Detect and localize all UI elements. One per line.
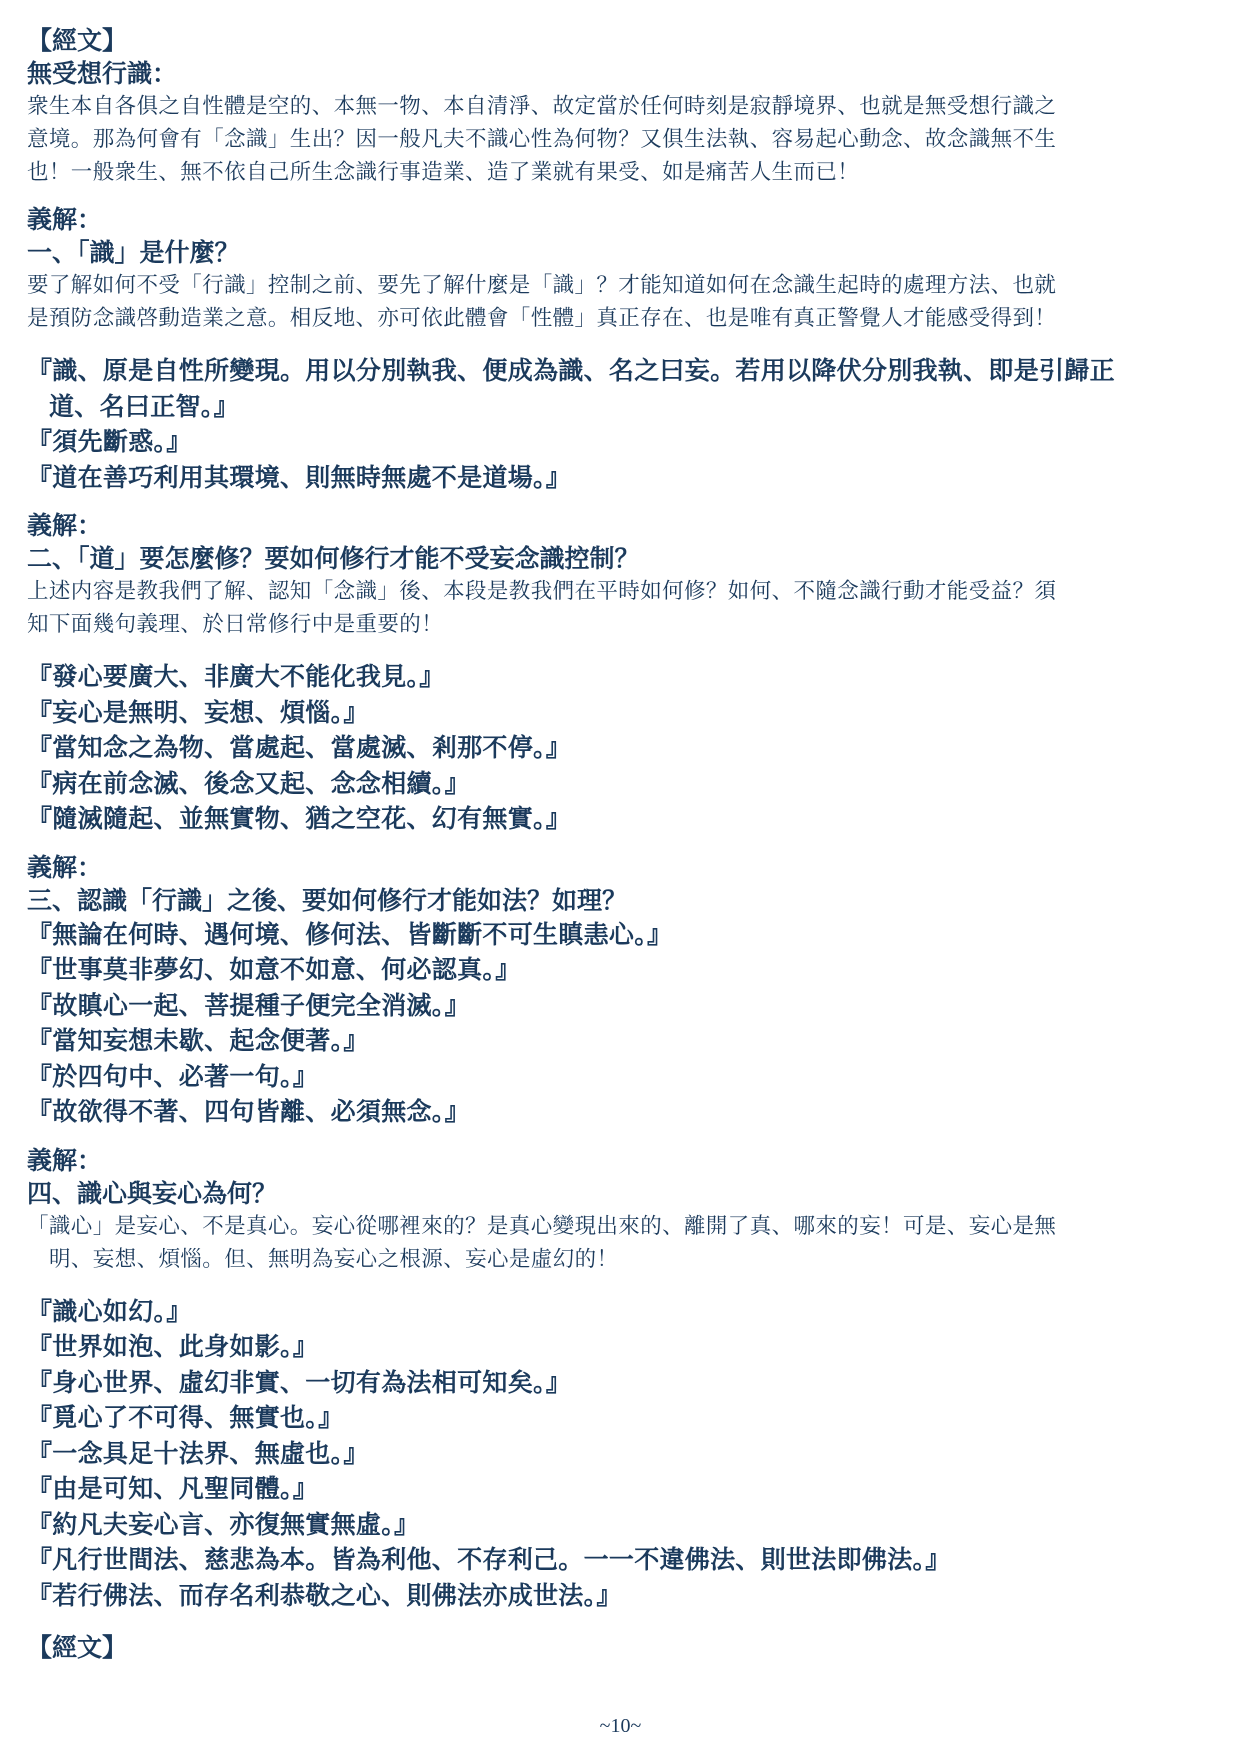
quote-line: 『覓心了不可得、無實也。』 xyxy=(27,1403,344,1432)
quote-line: 『故欲得不著、四句皆離、必須無念。』 xyxy=(27,1097,470,1126)
body-line: 意境。那為何會有「念識」生出？因一般凡夫不識心性為何物？又俱生法執、容易起心動念、故念識無不生 xyxy=(27,127,1057,152)
quote-line: 『世界如泡、此身如影。』 xyxy=(27,1332,319,1361)
quote-line: 『須先斷惑。』 xyxy=(27,427,192,456)
quote-line: 『故瞋心一起、菩提種子便完全消滅。』 xyxy=(27,990,470,1020)
sutra-label: 【經文】 xyxy=(27,1633,128,1662)
quote-line: 『世事莫非夢幻、如意不如意、何必認真。』 xyxy=(27,955,521,984)
body-line: 上述内容是教我們了解、認知「念識」後、本段是教我們在平時如何修？如何、不隨念識行動才能受益？須 xyxy=(27,579,1057,604)
quote-line: 『當知念之為物、當處起、當處滅、剎那不停。』 xyxy=(27,733,572,762)
body-line: 衆生本自各俱之自性體是空的、本無一物、本自清淨、故定當於任何時刻是寂靜境界、也就是無受想行識之 xyxy=(27,94,1057,119)
quote-line: 道、名曰正智。』 xyxy=(49,391,239,421)
quote-line: 『約凡夫妄心言、亦復無實無虛。』 xyxy=(27,1509,420,1539)
commentary-label: 義解： xyxy=(27,205,103,234)
quote-line: 『發心要廣大、非廣大不能化我見。』 xyxy=(27,662,445,691)
commentary-label: 義解： xyxy=(27,511,103,540)
quote-line: 『身心世界、虛幻非實、一切有為法相可知矣。』 xyxy=(27,1367,572,1397)
section-title: 二、「道」要怎麼修？要如何修行才能不受妄念識控制？ xyxy=(27,544,640,573)
quote-line: 『隨滅隨起、並無實物、猶之空花、幻有無實。』 xyxy=(27,804,572,833)
page-number: ~10~ xyxy=(599,1715,642,1737)
body-line: 要了解如何不受「行識」控制之前、要先了解什麼是「識」？才能知道如何在念識生起時的處理方法、也就 xyxy=(27,273,1057,298)
quote-line: 『由是可知、凡聖同體。』 xyxy=(27,1474,319,1503)
quote-line: 『當知妄想未歇、起念便著。』 xyxy=(27,1026,369,1055)
quote-line: 『病在前念滅、後念又起、念念相續。』 xyxy=(27,768,470,798)
section-title: 四、識心與妄心為何？ xyxy=(27,1178,278,1208)
quote-line: 『識、原是自性所變現。用以分別執我、便成為識、名之曰妄。若用以降伏分別我執、即是引歸正 xyxy=(27,356,1115,385)
document-body xyxy=(27,24,1217,1664)
body-line: 「識心」是妄心、不是真心。妄心從哪裡來的？是真心變現出來的、離開了真、哪來的妄！可是、妄心是無 xyxy=(27,1213,1057,1239)
commentary-label: 義解： xyxy=(27,852,103,882)
section-title: 無受想行識： xyxy=(27,59,178,88)
body-line: 明、妄想、煩惱。但、無明為妄心之根源、妄心是虛幻的！ xyxy=(49,1246,619,1272)
quote-line: 『於四句中、必著一句。』 xyxy=(27,1061,319,1091)
quote-line: 『識心如幻。』 xyxy=(27,1296,192,1326)
quote-line: 『妄心是無明、妄想、煩惱。』 xyxy=(27,697,369,727)
sutra-label: 【經文】 xyxy=(27,26,128,55)
quote-line: 『一念具足十法界、無虛也。』 xyxy=(27,1438,369,1468)
body-line: 是預防念識啓動造業之意。相反地、亦可依此體會「性體」真正存在、也是唯有真正警覺人才能感受得到！ xyxy=(27,306,1057,331)
quote-line: 『無論在何時、遇何境、修何法、皆斷斷不可生瞋恚心。』 xyxy=(27,919,673,949)
body-line: 也！一般衆生、無不依自己所生念識行事造業、造了業就有果受、如是痛苦人生而已！ xyxy=(27,160,860,185)
quote-line: 『若行佛法、而存名利恭敬之心、則佛法亦成世法。』 xyxy=(27,1580,622,1610)
quote-line: 『道在善巧利用其環境、則無時無處不是道場。』 xyxy=(27,462,572,492)
quote-line: 『凡行世間法、慈悲為本。皆為利他、不存利己。一一不違佛法、則世法即佛法。』 xyxy=(27,1545,951,1574)
section-title: 一、「識」是什麼？ xyxy=(27,238,240,267)
body-line: 知下面幾句義理、於日常修行中是重要的！ xyxy=(27,612,444,637)
commentary-label: 義解： xyxy=(27,1145,103,1175)
section-title: 三、認識「行識」之後、要如何修行才能如法？如理？ xyxy=(27,885,628,915)
